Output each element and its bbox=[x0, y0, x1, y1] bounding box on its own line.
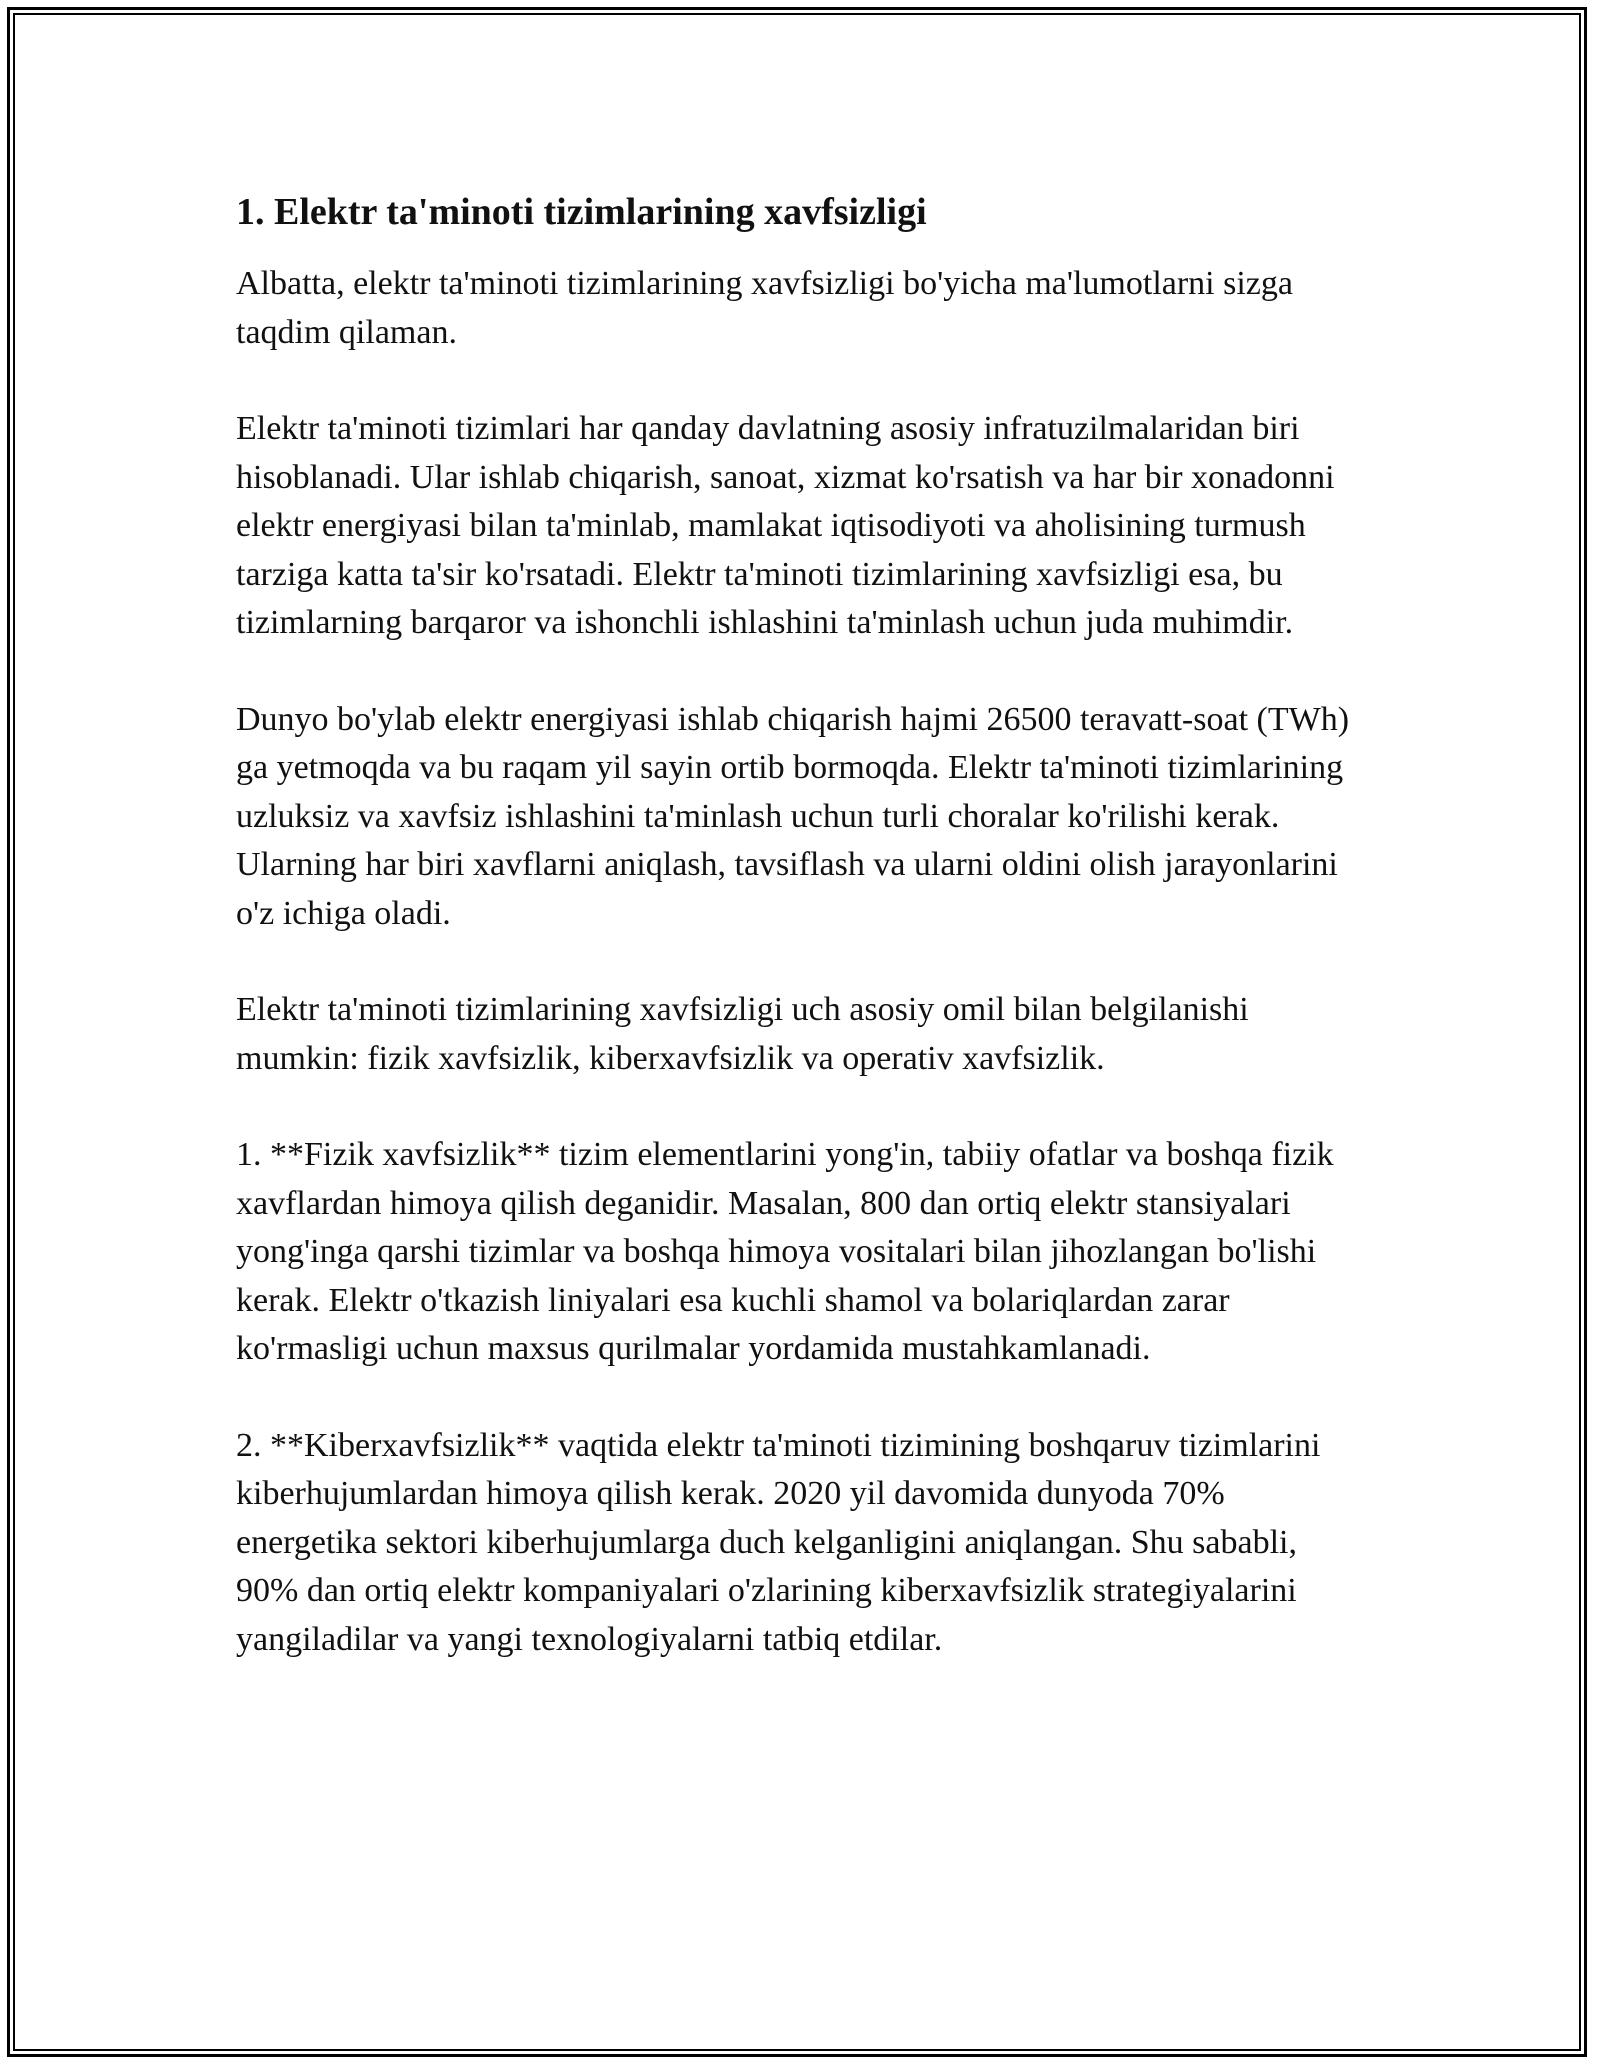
document-title: 1. Elektr ta'minoti tizimlarining xavfsizligi bbox=[236, 191, 927, 233]
paragraph-production: Dunyo bo'ylab elektr energiyasi ishlab chiqarish hajmi 26500 teravatt-soat (TWh) ga yetmoqda va bu raqam yil sayin ortib bormoqda. Elektr ta'minoti tizimlarining uzluksiz va xavfsiz ishlashini ta'minlash uchun turli choralar ko'rilishi kerak. Ularning har biri xavflarni aniqlash, tavsiflash va ularni oldini olish jarayonlarini o'z ichiga oladi. bbox=[236, 700, 1350, 932]
paragraph-cybersecurity: 2. **Kiberxavfsizlik** vaqtida elektr ta'minoti tizimining boshqaruv tizimlarini kiberhujumlardan himoya qilish kerak. 2020 yil davomida dunyoda 70% energetika sektori kiberhujumlarga duch kelganligini aniqlangan. Shu sababli, 90% dan ortiq elektr kompaniyalari o'zlarining kiberxavfsizlik strategiyalarini yangiladilar va yangi texnologiyalarni tatbiq etdilar. bbox=[236, 1426, 1321, 1658]
document-body bbox=[236, 186, 1366, 1712]
paragraph-overview: Elektr ta'minoti tizimlari har qanday davlatning asosiy infratuzilmalaridan biri hisoblanadi. Ular ishlab chiqarish, sanoat, xizmat ko'rsatish va har bir xonadonni elektr energiyasi bilan ta'minlab, mamlakat iqtisodiyoti va aholisining turmush tarziga katta ta'sir ko'rsatadi. Elektr ta'minoti tizimlarining xavfsizligi esa, bu tizimlarning barqaror va ishonchli ishlashini ta'minlash uchun juda muhimdir. bbox=[236, 410, 1335, 641]
paragraph-physical-security: 1. **Fizik xavfsizlik** tizim elementlarini yong'in, tabiiy ofatlar va boshqa fizik xavflardan himoya qilish deganidir. Masalan, 800 dan ortiq elektr stansiyalari yong'inga qarshi tizimlar va boshqa himoya vositalari bilan jihozlangan bo'lishi kerak. Elektr o'tkazish liniyalari esa kuchli shamol va bolariqlardan zarar ko'rmasligi uchun maxsus qurilmalar yordamida mustahkamlanadi. bbox=[236, 1136, 1334, 1367]
paragraph-factors: Elektr ta'minoti tizimlarining xavfsizligi uch asosiy omil bilan belgilanishi mumkin: fizik xavfsizlik, kiberxavfsizlik va operativ xavfsizlik. bbox=[236, 991, 1249, 1077]
paragraph-intro: Albatta, elektr ta'minoti tizimlarining xavfsizligi bo'yicha ma'lumotlarni sizga taqdim qilaman. bbox=[236, 265, 1293, 351]
